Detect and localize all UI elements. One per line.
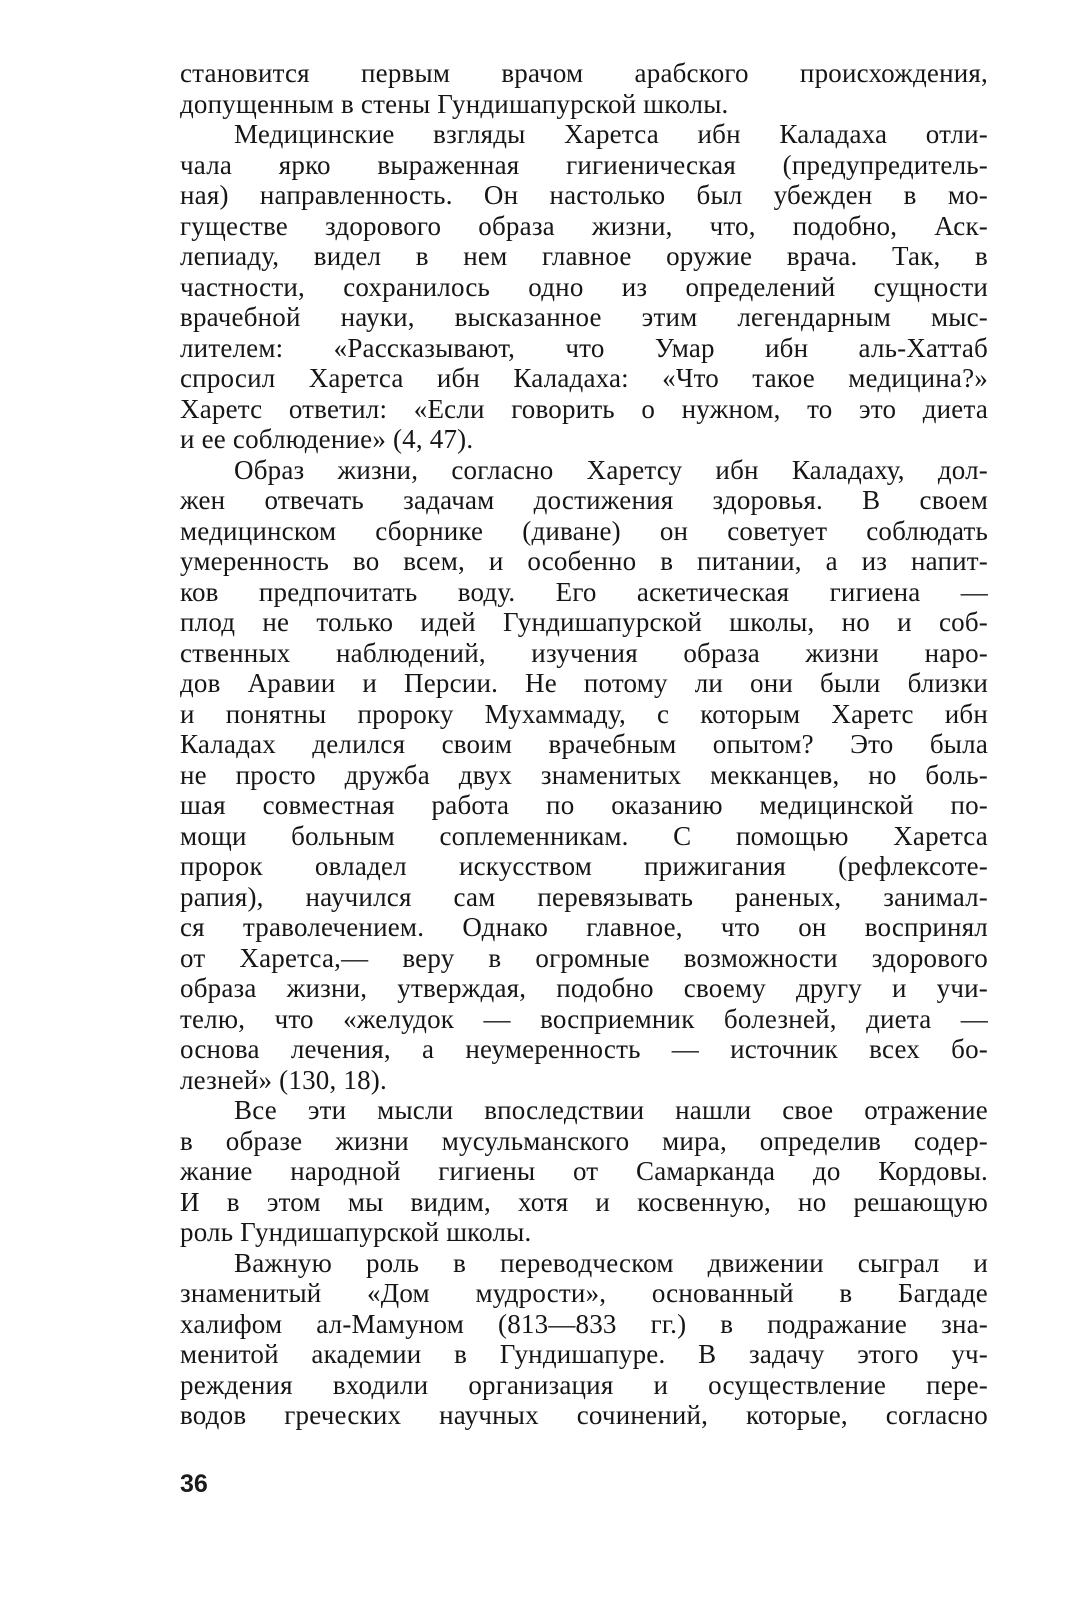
text-line: ная) направленность. Он настолько был убежден в мо- [180,180,988,210]
text-line: Образ жизни, согласно Харетсу ибн Каладаху, дол- [234,454,988,485]
text-line: гуществе здорового образа жизни, что, подобно, Аск- [180,210,988,241]
text-line: и ее соблюдение» (4, 47). [180,424,474,454]
text-line: И в этом мы видим, хотя и косвенную, но решающую [180,1186,988,1217]
text-line: медицинском сборнике (диване) он советует соблюдать [180,515,988,546]
text-line: умеренность во всем, и особенно в питании, а из напит- [180,546,988,576]
text-line: рапия), научился сам перевязывать раненых, занимал- [180,881,988,912]
text-line: реждения входили организация и осуществление пере- [180,1369,988,1400]
text-line: Харетс ответил: «Если говорить о нужном, то это диета [180,393,988,424]
text-line: Медицинские взгляды Харетса ибн Каладаха отли- [234,119,988,149]
text-line: врачебной науки, высказанное этим легендарным мыс- [180,302,988,332]
text-line: жание народной гигиены от Самарканда до Кордовы. [180,1156,988,1186]
text-line: телю, что «желудок — восприемник болезней, диета — [180,1003,988,1034]
text-line: халифом ал-Мамуном (813—833 гг.) в подражание зна- [180,1308,988,1339]
body-text [180,58,988,1431]
text-line: от Харетса,— веру в огромные возможности здорового [180,942,988,973]
text-line: не просто дружба двух знаменитых мекканцев, но боль- [180,759,988,790]
text-line: лезней» (130, 18). [180,1064,387,1095]
text-line: лителем: «Рассказывают, что Умар ибн аль-Хаттаб [180,332,988,363]
text-line: становится первым врачом арабского происхождения, [180,58,988,88]
text-line: спросил Харетса ибн Каладаха: «Что такое медицина?» [180,363,988,393]
text-line: образа жизни, утверждая, подобно своему другу и учи- [180,973,988,1003]
text-line: лепиаду, видел в нем главное оружие врача. Так, в [180,241,988,271]
text-line: мощи больным соплеменникам. С помощью Харетса [180,820,988,851]
text-line: плод не только идей Гундишапурской школы, но и соб- [180,607,988,637]
text-line: ков предпочитать воду. Его аскетическая гигиена — [180,576,988,607]
text-line: шая совместная работа по оказанию медицинской по- [180,790,988,820]
text-line: допущенным в стены Гундишапурской школы. [180,88,729,119]
page-number: 36 [180,1470,208,1498]
text-line: дов Аравии и Персии. Не потому ли они были близки [180,668,988,698]
text-line: Все эти мысли впоследствии нашли свое отражение [234,1095,988,1125]
text-line: роль Гундишапурской школы. [180,1217,532,1247]
text-line: пророк овладел искусством прижигания (рефлексоте- [180,851,988,881]
text-line: Важную роль в переводческом движении сыграл и [234,1247,988,1278]
text-line: частности, сохранилось одно из определений сущности [180,271,988,302]
text-line: знаменитый «Дом мудрости», основанный в Багдаде [180,1278,988,1308]
text-line: Каладах делился своим врачебным опытом? Это была [180,729,988,759]
text-line: водов греческих научных сочинений, которые, согласно [180,1400,988,1430]
text-line: жен отвечать задачам достижения здоровья. В своем [180,485,988,515]
text-line: и понятны пророку Мухаммаду, с которым Харетс ибн [180,698,988,729]
text-line: ственных наблюдений, изучения образа жизни наро- [180,637,988,668]
text-line: менитой академии в Гундишапуре. В задачу этого уч- [180,1339,988,1369]
text-line: чала ярко выраженная гигиеническая (предупредитель- [180,149,988,180]
text-line: в образе жизни мусульманского мира, определив содер- [180,1125,988,1156]
text-line: основа лечения, а неумеренность — источник всех бо- [180,1034,988,1064]
text-line: ся траволечением. Однако главное, что он воспринял [180,912,988,942]
